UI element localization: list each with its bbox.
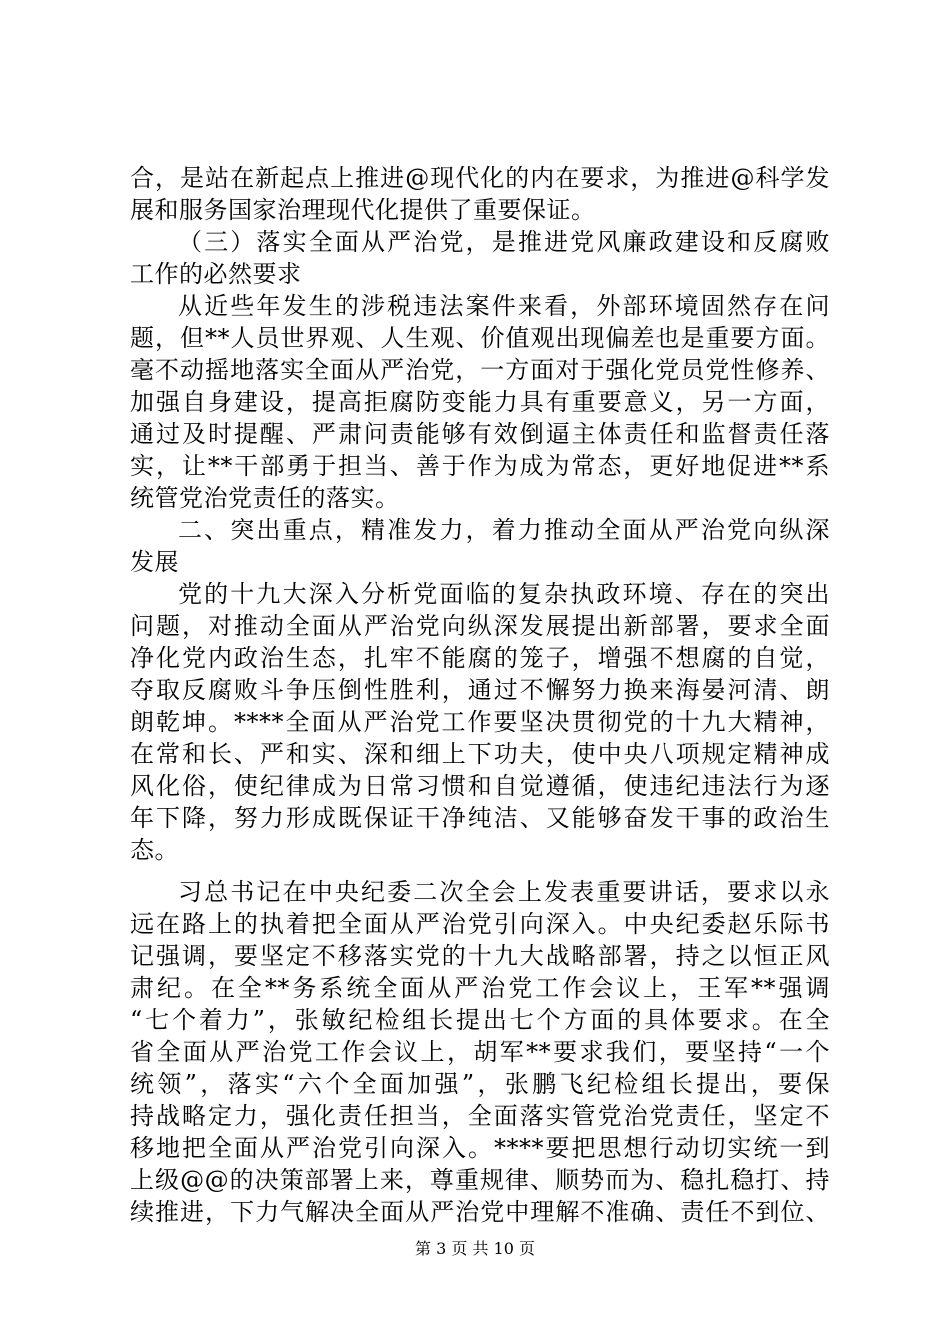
text-line: 肃纪。在全**务系统全面从严治党工作会议上，王军**强调 bbox=[130, 974, 830, 1002]
text-line: 通过及时提醒、严肃问责能够有效倒逼主体责任和监督责任落 bbox=[130, 420, 830, 448]
text-line: 党的十九大深入分析党面临的复杂执政环境、存在的突出 bbox=[178, 580, 830, 608]
text-line: 态。 bbox=[130, 836, 179, 864]
text-line: 风化俗，使纪律成为日常习惯和自觉遵循，使违纪违法行为逐 bbox=[130, 772, 830, 800]
text-line: 移地把全面从严治党引向深入。****要把思想行动切实统一到 bbox=[130, 1134, 830, 1162]
text-line: 远在路上的执着把全面从严治党引向深入。中央纪委赵乐际书 bbox=[130, 910, 830, 938]
text-line: 合，是站在新起点上推进@现代化的内在要求，为推进@科学发 bbox=[130, 164, 830, 192]
paragraph-gap bbox=[130, 866, 830, 876]
text-line: 朗乾坤。****全面从严治党工作要坚决贯彻党的十九大精神， bbox=[130, 708, 830, 736]
text-line: 统管党治党责任的落实。 bbox=[130, 484, 400, 512]
text-line: 展和服务国家治理现代化提供了重要保证。 bbox=[130, 196, 596, 224]
text-line: 净化党内政治生态，扎牢不能腐的笼子，增强不想腐的自觉， bbox=[130, 644, 830, 672]
text-line: 统领”，落实“六个全面加强”，张鹏飞纪检组长提出，要保 bbox=[130, 1070, 830, 1098]
text-line: 习总书记在中央纪委二次全会上发表重要讲话，要求以永 bbox=[178, 878, 830, 906]
text-line: 从近些年发生的涉税违法案件来看，外部环境固然存在问 bbox=[178, 292, 830, 320]
text-line: 记强调，要坚定不移落实党的十九大战略部署，持之以恒正风 bbox=[130, 942, 830, 970]
text-line: 省全面从严治党工作会议上，胡军**要求我们，要坚持“一个 bbox=[130, 1038, 830, 1066]
text-line: 工作的必然要求 bbox=[130, 260, 302, 288]
text-line: “七个着力”，张敏纪检组长提出七个方面的具体要求。在全 bbox=[130, 1006, 830, 1034]
text-line: 年下降，努力形成既保证干净纯洁、又能够奋发干事的政治生 bbox=[130, 804, 830, 832]
text-line: 二、突出重点，精准发力，着力推动全面从严治党向纵深 bbox=[178, 516, 830, 544]
document-body bbox=[130, 162, 830, 1228]
text-line: 实，让**干部勇于担当、善于作为成为常态，更好地促进**系 bbox=[130, 452, 830, 480]
text-line: 在常和长、严和实、深和细上下功夫，使中央八项规定精神成 bbox=[130, 740, 830, 768]
text-line: 发展 bbox=[130, 548, 179, 576]
text-line: 上级@@的决策部署上来，尊重规律、顺势而为、稳扎稳打、持 bbox=[130, 1166, 830, 1194]
page-footer: 第 3 页 共 10 页 bbox=[415, 1239, 535, 1258]
text-line: 问题，对推动全面从严治党向纵深发展提出新部署，要求全面 bbox=[130, 612, 830, 640]
text-line: 续推进，下力气解决全面从严治党中理解不准确、责任不到位、 bbox=[130, 1198, 830, 1226]
text-line: 加强自身建设，提高拒腐防变能力具有重要意义，另一方面， bbox=[130, 388, 830, 416]
text-line: 持战略定力，强化责任担当，全面落实管党治党责任，坚定不 bbox=[130, 1102, 830, 1130]
text-line: 毫不动摇地落实全面从严治党，一方面对于强化党员党性修养、 bbox=[130, 356, 830, 384]
text-line: （三）落实全面从严治党，是推进党风廉政建设和反腐败 bbox=[178, 228, 830, 256]
text-line: 题，但**人员世界观、人生观、价值观出现偏差也是重要方面。 bbox=[130, 324, 830, 352]
text-line: 夺取反腐败斗争压倒性胜利，通过不懈努力换来海晏河清、朗 bbox=[130, 676, 830, 704]
